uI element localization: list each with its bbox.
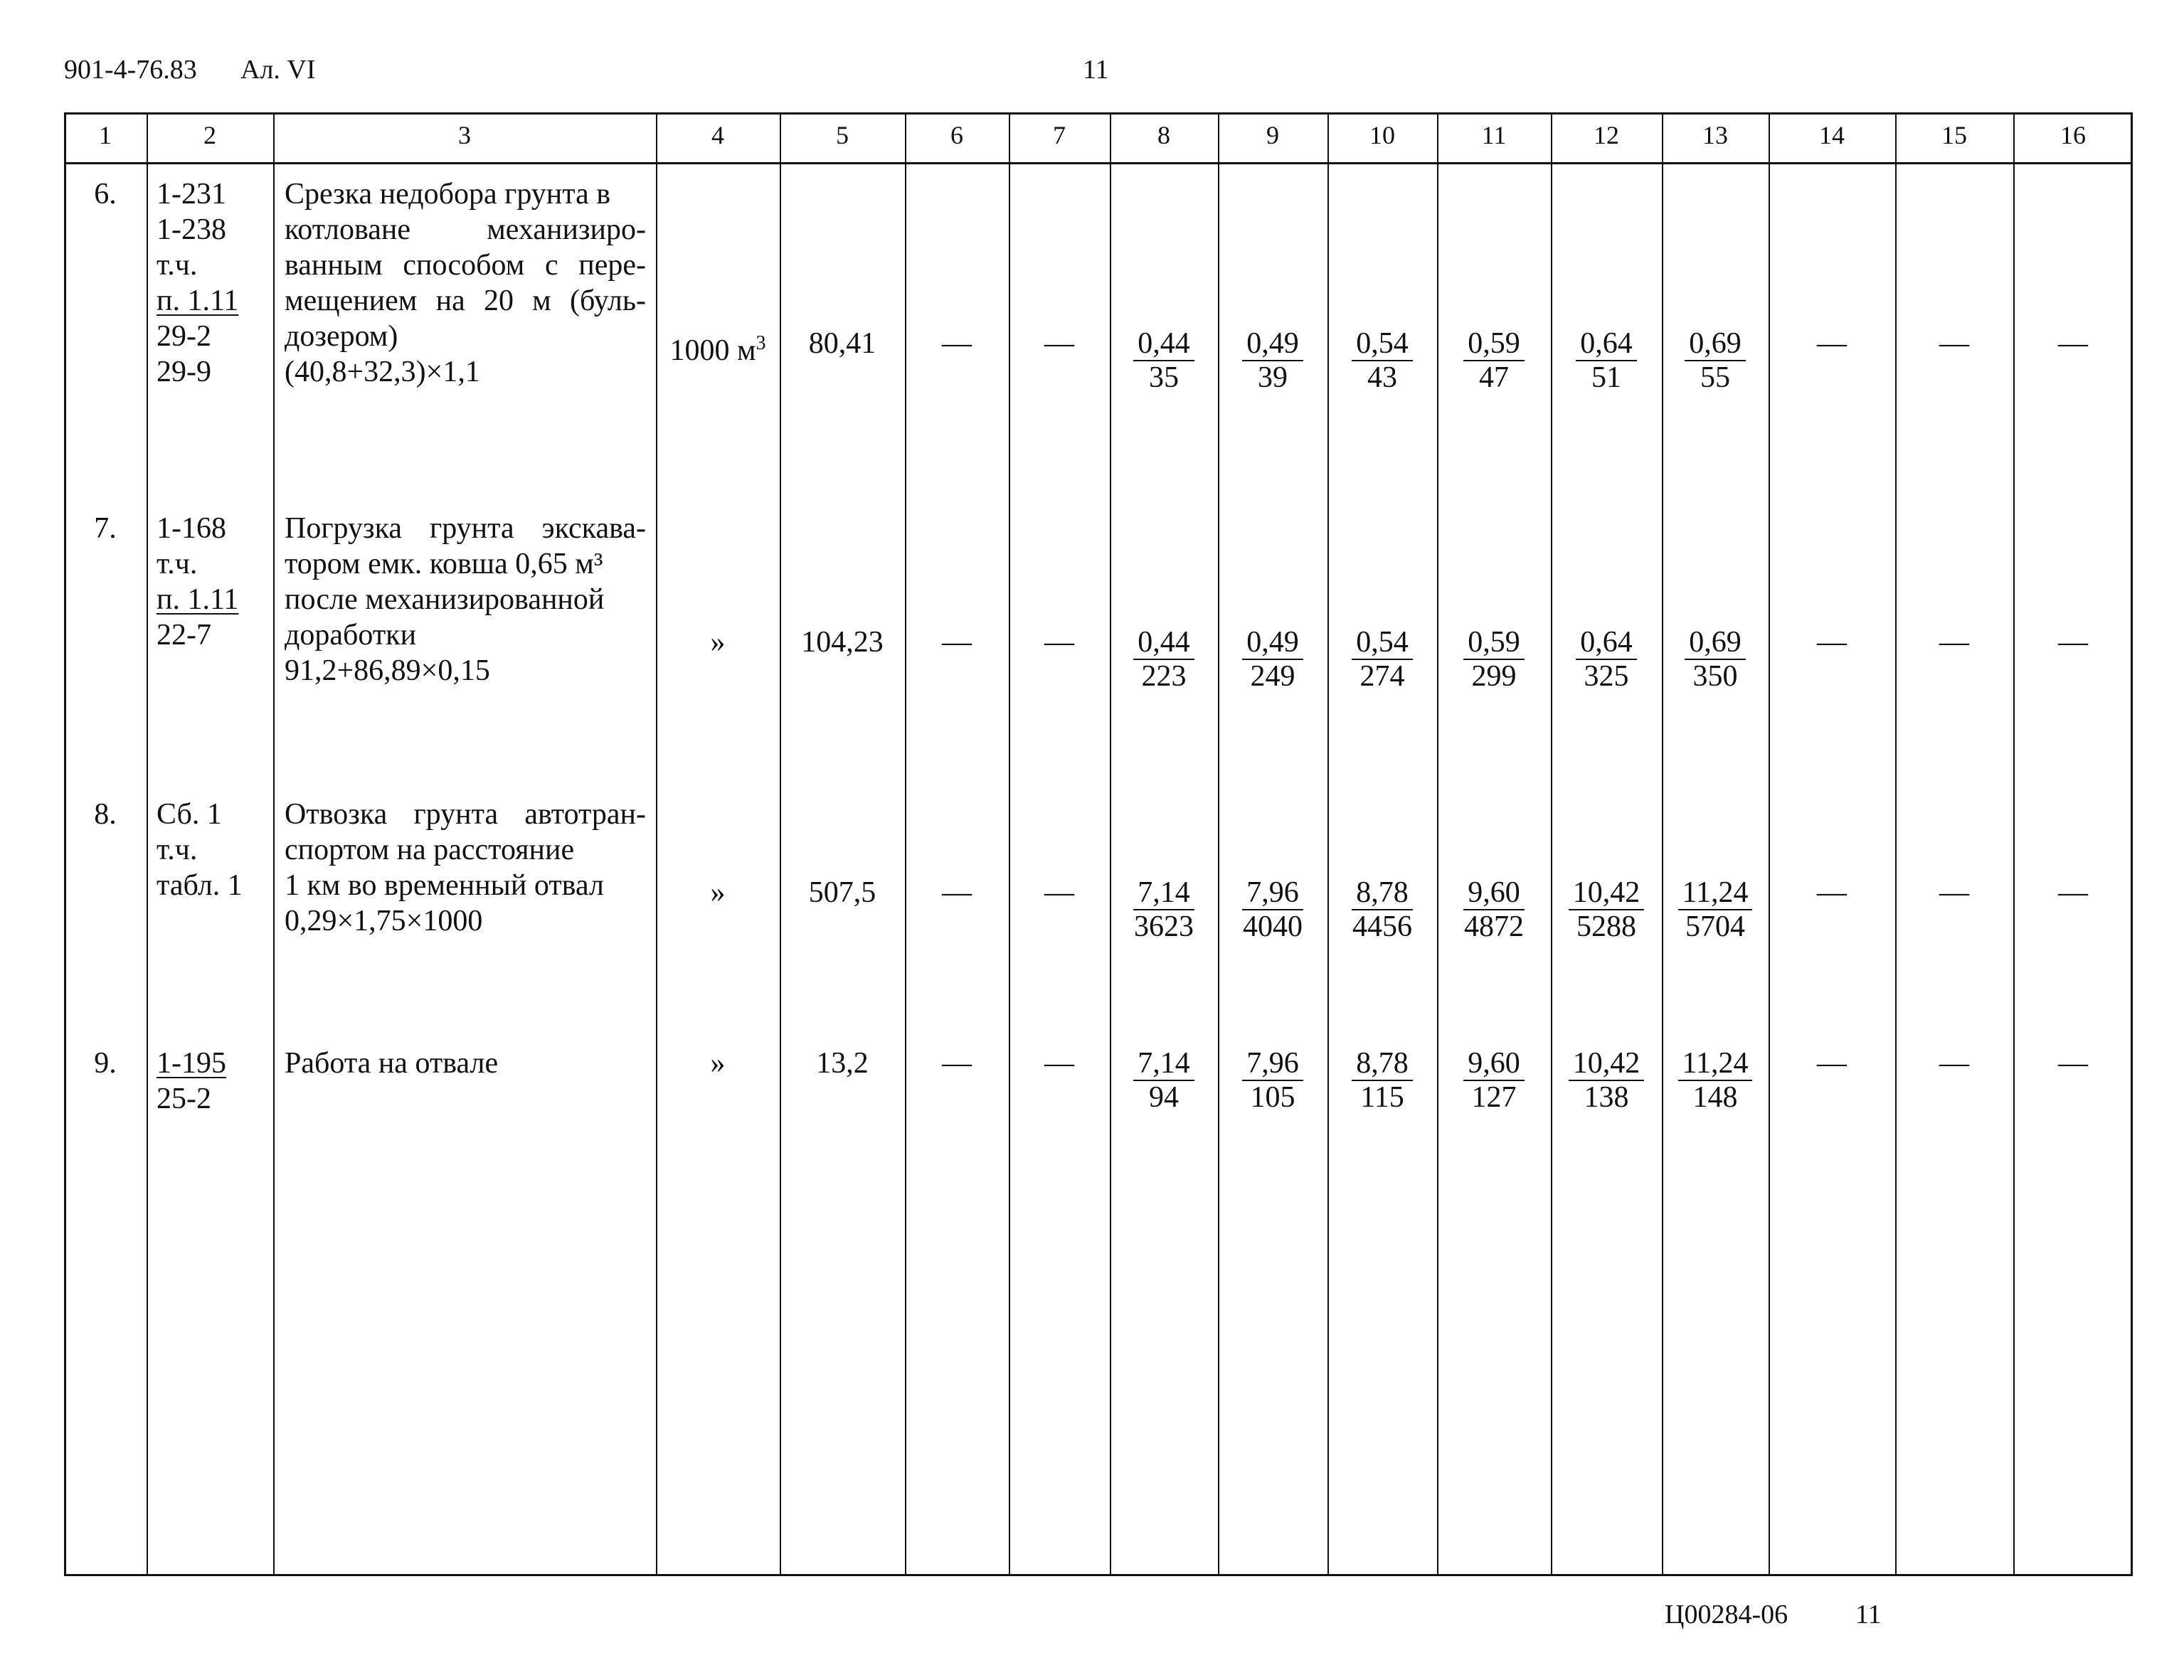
dash-cell: — [1939, 626, 1969, 659]
fraction-numerator: 8,78 [1352, 876, 1413, 910]
norm-code: т.ч. [157, 249, 198, 282]
norm-code: т.ч. [157, 834, 198, 866]
norm-code: 29-9 [157, 356, 211, 388]
fraction-denominator: 3623 [1134, 910, 1194, 943]
fraction-numerator: 10,42 [1569, 876, 1645, 910]
column-number: 1 [99, 121, 112, 149]
norm-code: п. 1.11 [157, 583, 239, 616]
fraction-denominator: 138 [1584, 1081, 1629, 1114]
description-line: Отвозка грунта автотран- [285, 798, 646, 831]
footer-code: Ц00284-06 [1665, 1600, 1788, 1630]
dash-cell: — [1044, 876, 1074, 909]
description-line: тором емк. ковша 0,65 м³ [285, 548, 603, 580]
column-number: 7 [1053, 121, 1066, 149]
dash-cell: — [1817, 327, 1847, 360]
norm-codes [157, 511, 269, 653]
fraction-denominator: 5704 [1685, 910, 1745, 943]
work-description [285, 1046, 646, 1081]
column-number: 5 [836, 121, 849, 149]
unit-text: » [710, 626, 726, 659]
description-line: Погрузка грунта экскава- [285, 512, 646, 545]
fraction-denominator: 274 [1359, 660, 1405, 693]
norm-code: 29-2 [157, 320, 211, 353]
description-line: 1 км во временный отвал [285, 869, 604, 902]
fraction-cell [1110, 876, 1218, 943]
fraction-numerator: 0,49 [1242, 327, 1303, 361]
fraction-cell [1327, 876, 1437, 943]
column-divider [147, 112, 148, 1576]
norm-code: 1-231 [157, 178, 226, 211]
dash-cell: — [1939, 1047, 1969, 1080]
fraction-denominator: 105 [1250, 1081, 1295, 1114]
dash-cell: — [1817, 626, 1847, 659]
fraction-numerator: 0,54 [1352, 626, 1413, 660]
fraction-denominator: 94 [1149, 1081, 1179, 1114]
fraction-numerator: 7,96 [1242, 876, 1303, 910]
unit-superscript: 3 [756, 332, 766, 354]
document-code: 901-4-76.83 [64, 55, 197, 85]
column-number: 4 [711, 121, 724, 149]
quantity-cell: 80,41 [808, 327, 876, 360]
dash-cell: — [942, 327, 972, 360]
column-number: 6 [950, 121, 963, 149]
dash-cell: — [1939, 876, 1969, 909]
fraction-cell [1327, 327, 1437, 394]
description-line: после механизированной [285, 583, 605, 616]
fraction-numerator: 7,96 [1242, 1047, 1303, 1081]
dash-cell: — [1044, 626, 1074, 659]
album-label: Ал. VI [240, 55, 316, 85]
header-divider [64, 162, 2133, 164]
fraction-numerator: 0,59 [1463, 327, 1525, 361]
fraction-denominator: 148 [1692, 1081, 1738, 1114]
fraction-numerator: 10,42 [1569, 1047, 1645, 1081]
description-line: доработки [285, 619, 417, 652]
norm-code: Сб. 1 [157, 798, 222, 831]
fraction-numerator: 0,44 [1133, 327, 1194, 361]
column-number: 3 [458, 121, 471, 149]
work-description [285, 176, 646, 390]
norm-code: табл. 1 [157, 869, 243, 902]
fraction-cell [1551, 327, 1662, 394]
norm-code: п. 1.11 [157, 285, 239, 317]
description-line: 91,2+86,89×0,15 [285, 654, 490, 687]
column-number: 11 [1481, 121, 1507, 149]
fraction-cell [1327, 1047, 1437, 1114]
fraction-denominator: 35 [1149, 361, 1179, 394]
fraction-denominator: 51 [1591, 361, 1621, 394]
fraction-numerator: 0,64 [1576, 626, 1637, 660]
description-line: 0,29×1,75×1000 [285, 905, 483, 937]
dash-cell: — [1044, 1047, 1074, 1080]
dash-cell: — [2058, 876, 2088, 909]
fraction-denominator: 4456 [1352, 910, 1412, 943]
fraction-numerator: 0,69 [1685, 626, 1746, 660]
row-number: 6. [94, 178, 117, 211]
column-number: 12 [1594, 121, 1619, 149]
fraction-denominator: 115 [1360, 1081, 1404, 1114]
fraction-cell [1110, 1047, 1218, 1114]
fraction-cell [1662, 1047, 1769, 1114]
dash-cell: — [1044, 327, 1074, 360]
fraction-numerator: 7,14 [1133, 876, 1194, 910]
description-line: мещением на 20 м (буль- [285, 285, 646, 317]
footer-page: 11 [1855, 1600, 1882, 1630]
fraction-denominator: 43 [1367, 361, 1397, 394]
quantity-cell: 507,5 [808, 876, 876, 909]
norm-code: 1-168 [157, 512, 226, 545]
dash-cell: — [2058, 626, 2088, 659]
unit-text: » [710, 1047, 726, 1080]
fraction-numerator: 0,54 [1352, 327, 1413, 361]
fraction-denominator: 55 [1700, 361, 1730, 394]
fraction-denominator: 223 [1141, 660, 1187, 693]
column-number: 15 [1941, 121, 1967, 149]
unit-cell [656, 875, 780, 910]
description-line: (40,8+32,3)×1,1 [285, 356, 480, 388]
norm-code: 1-195 [157, 1047, 226, 1080]
fraction-numerator: 8,78 [1352, 1047, 1413, 1081]
column-number: 10 [1369, 121, 1395, 149]
quantity-cell: 104,23 [801, 626, 884, 659]
norm-codes [157, 1046, 269, 1117]
fraction-denominator: 299 [1471, 660, 1517, 693]
fraction-cell [1551, 876, 1662, 943]
fraction-cell [1662, 327, 1769, 394]
fraction-cell [1110, 327, 1218, 394]
fraction-denominator: 5288 [1576, 910, 1636, 943]
column-number: 16 [2060, 121, 2086, 149]
fraction-numerator: 11,24 [1678, 1047, 1753, 1081]
norm-codes [157, 797, 269, 903]
column-number: 8 [1157, 121, 1170, 149]
description-line: спортом на расстояние [285, 834, 575, 866]
fraction-cell [1218, 876, 1327, 943]
fraction-cell [1110, 626, 1218, 693]
fraction-numerator: 0,49 [1242, 626, 1303, 660]
column-divider [273, 112, 275, 1576]
fraction-denominator: 350 [1692, 660, 1738, 693]
dash-cell: — [1817, 876, 1847, 909]
fraction-numerator: 0,64 [1576, 327, 1637, 361]
unit-text: » [710, 876, 726, 909]
fraction-denominator: 39 [1258, 361, 1288, 394]
fraction-denominator: 325 [1584, 660, 1629, 693]
fraction-cell [1437, 327, 1551, 394]
row-number: 7. [94, 512, 117, 545]
description-line: дозером) [285, 320, 398, 353]
dash-cell: — [2058, 1047, 2088, 1080]
column-number: 2 [203, 121, 216, 149]
quantity-cell: 13,2 [816, 1047, 869, 1080]
fraction-numerator: 0,69 [1685, 327, 1746, 361]
description-line: Работа на отвале [285, 1047, 499, 1080]
fraction-denominator: 4872 [1464, 910, 1524, 943]
description-line: ванным способом с пере- [285, 249, 646, 282]
column-number: 14 [1819, 121, 1845, 149]
fraction-cell [1437, 626, 1551, 693]
fraction-numerator: 0,44 [1133, 626, 1194, 660]
fraction-numerator: 9,60 [1463, 1047, 1525, 1081]
row-number: 8. [94, 798, 117, 831]
dash-cell: — [1817, 1047, 1847, 1080]
description-line: Срезка недобора грунта в [285, 178, 611, 211]
norm-code: 1-238 [157, 213, 226, 246]
fraction-denominator: 127 [1471, 1081, 1517, 1114]
column-number: 13 [1702, 121, 1728, 149]
fraction-cell [1218, 626, 1327, 693]
row-number: 9. [94, 1047, 117, 1080]
work-description [285, 511, 646, 689]
fraction-cell [1551, 626, 1662, 693]
column-number: 9 [1266, 121, 1279, 149]
fraction-cell [1218, 327, 1327, 394]
dash-cell: — [942, 1047, 972, 1080]
fraction-cell [1551, 1047, 1662, 1114]
work-description [285, 797, 646, 939]
fraction-denominator: 249 [1250, 660, 1295, 693]
unit-cell [656, 1046, 780, 1081]
dash-cell: — [942, 626, 972, 659]
fraction-cell [1218, 1047, 1327, 1114]
dash-cell: — [1939, 327, 1969, 360]
norm-code: 25-2 [157, 1083, 211, 1115]
fraction-cell [1437, 1047, 1551, 1114]
fraction-numerator: 9,60 [1463, 876, 1525, 910]
fraction-numerator: 11,24 [1678, 876, 1753, 910]
page-number-top: 11 [1083, 55, 1109, 85]
norm-code: т.ч. [157, 548, 198, 580]
fraction-denominator: 47 [1479, 361, 1509, 394]
fraction-numerator: 0,59 [1463, 626, 1525, 660]
fraction-numerator: 7,14 [1133, 1047, 1194, 1081]
fraction-cell [1437, 876, 1551, 943]
norm-code: 22-7 [157, 619, 211, 652]
fraction-cell [1662, 876, 1769, 943]
unit-cell [656, 624, 780, 660]
fraction-cell [1662, 626, 1769, 693]
fraction-denominator: 4040 [1243, 910, 1303, 943]
unit-cell [656, 326, 780, 368]
dash-cell: — [2058, 327, 2088, 360]
norm-codes [157, 176, 269, 390]
fraction-cell [1327, 626, 1437, 693]
unit-text: 1000 м [669, 334, 756, 367]
description-line: котловане механизиро- [285, 213, 646, 246]
dash-cell: — [942, 876, 972, 909]
